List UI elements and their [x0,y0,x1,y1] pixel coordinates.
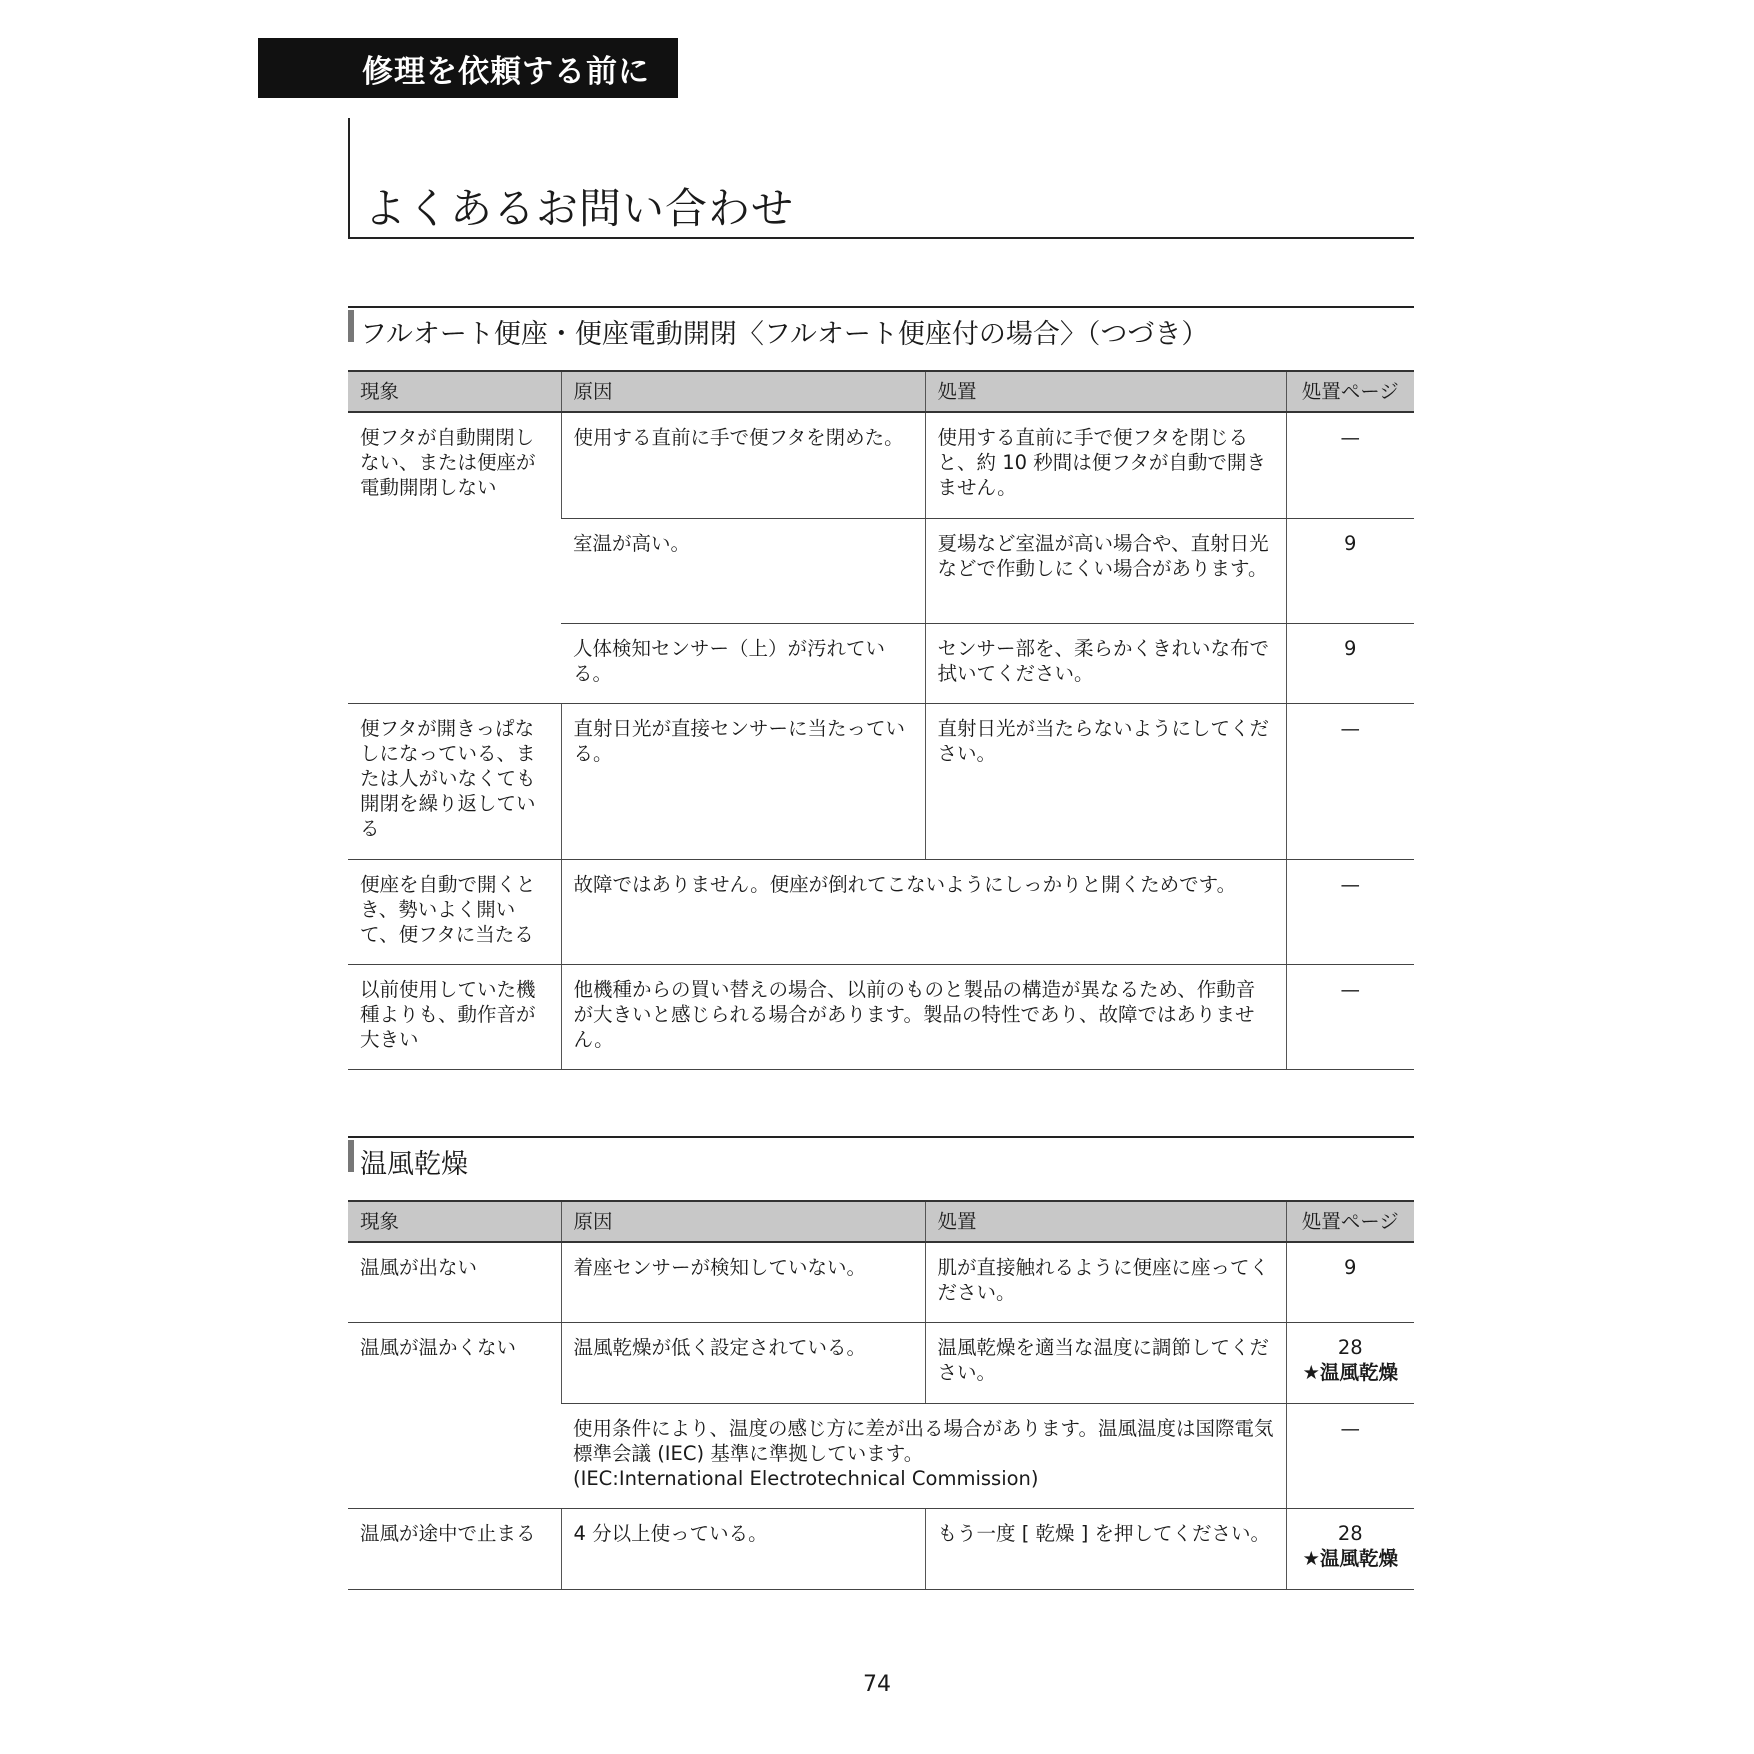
header-remedy: 処置 [925,371,1286,412]
page-cell: — [1286,859,1414,964]
remedy-cell: 使用する直前に手で便フタを閉じると、約 10 秒間は便フタが自動で開きません。 [925,412,1286,518]
symptom-cell: 温風が出ない [348,1242,561,1322]
header-page: 処置ページ [1286,1201,1414,1242]
table-row [348,412,1414,518]
cause-cell: 他機種からの買い替えの場合、以前のものと製品の構造が異なるため、作動音が大きいと感じられる場合があります。製品の特性であり、故障ではありません。 [561,964,1286,1069]
header-remedy: 処置 [925,1201,1286,1242]
remedy-cell: 温風乾燥を適当な温度に調節してください。 [925,1322,1286,1403]
symptom-cell: 温風が温かくない [348,1322,561,1508]
remedy-cell: 夏場など室温が高い場合や、直射日光などで作動しにくい場合があります。 [925,518,1286,623]
faq-table-seat [348,370,1414,1070]
section-marker [348,310,354,342]
table-row [348,859,1414,964]
page-section-ref: ★温風乾燥 [1302,1360,1398,1384]
cause-cell: 室温が高い。 [561,518,925,623]
page-cell [1286,1508,1414,1589]
cause-cell: 温風乾燥が低く設定されている。 [561,1322,925,1403]
faq-table-dryer [348,1200,1414,1590]
table-row [348,1322,1414,1403]
cause-cell: 故障ではありません。便座が倒れてこないようにしっかりと開くためです。 [561,859,1286,964]
page-section-ref: ★温風乾燥 [1302,1546,1398,1570]
symptom-cell: 以前使用していた機種よりも、動作音が大きい [348,964,561,1069]
symptom-cell: 便フタが開きっぱなしになっている、または人がいなくても開閉を繰り返している [348,703,561,859]
section-heading-dryer [348,1136,1414,1180]
page-cell: 9 [1286,1242,1414,1322]
header-symptom: 現象 [348,1201,561,1242]
page-cell: 9 [1286,518,1414,623]
remedy-cell: 肌が直接触れるように便座に座ってください。 [925,1242,1286,1322]
header-cause: 原因 [561,1201,925,1242]
page-cell: 9 [1286,623,1414,703]
section-title: フルオート便座・便座電動開閉〈フルオート便座付の場合〉（つづき） [360,319,1209,350]
symptom-cell: 温風が途中で止まる [348,1508,561,1589]
table-row [348,1242,1414,1322]
page-cell: — [1286,964,1414,1069]
header-cause: 原因 [561,371,925,412]
page-title-frame [348,118,1414,239]
table-row [348,1508,1414,1589]
chapter-title: 修理を依頼する前に [362,53,650,90]
section-marker [348,1140,354,1172]
page-cell: — [1286,703,1414,859]
cause-note: (IEC:International Electrotechnical Commission) [573,1466,1039,1490]
section-title: 温風乾燥 [360,1149,468,1180]
cause-cell: 4 分以上使っている。 [561,1508,925,1589]
header-symptom: 現象 [348,371,561,412]
remedy-cell: もう一度 [ 乾燥 ] を押してください。 [925,1508,1286,1589]
page-number-ref: 28 [1337,1335,1363,1359]
page-title: よくあるお問い合わせ [364,184,795,233]
remedy-cell: センサー部を、柔らかくきれいな布で拭いてください。 [925,623,1286,703]
page-number: 74 [863,1672,891,1697]
table-header-row [348,371,1414,412]
cause-cell [561,1403,1286,1508]
remedy-cell: 直射日光が当たらないようにしてください。 [925,703,1286,859]
table-header-row [348,1201,1414,1242]
cause-cell: 使用する直前に手で便フタを閉めた。 [561,412,925,518]
chapter-tab [258,38,678,98]
symptom-cell: 便フタが自動開閉しない、または便座が電動開閉しない [348,412,561,703]
table-row [348,964,1414,1069]
page-cell: — [1286,412,1414,518]
table-row [348,703,1414,859]
symptom-cell: 便座を自動で開くとき、勢いよく開いて、便フタに当たる [348,859,561,964]
page-cell [1286,1322,1414,1403]
cause-text: 使用条件により、温度の感じ方に差が出る場合があります。温風温度は国際電気標準会議 (IEC) 基準に準拠しています。 [573,1416,1274,1465]
section-heading-seat [348,306,1414,350]
page-number-ref: 28 [1337,1521,1363,1545]
cause-cell: 人体検知センサー（上）が汚れている。 [561,623,925,703]
cause-cell: 着座センサーが検知していない。 [561,1242,925,1322]
header-page: 処置ページ [1286,371,1414,412]
cause-cell: 直射日光が直接センサーに当たっている。 [561,703,925,859]
page-cell: — [1286,1403,1414,1508]
